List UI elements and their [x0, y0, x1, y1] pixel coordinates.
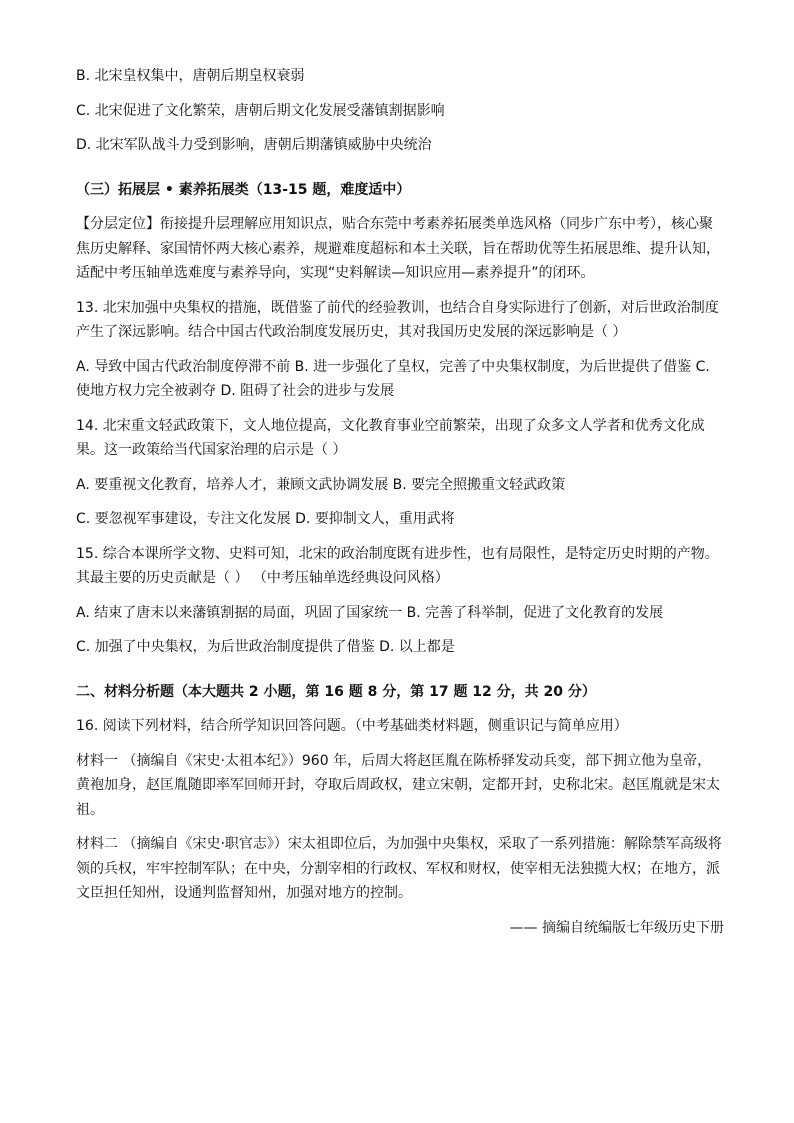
q15-options-cd: C. 加强了中央集权，为后世政治制度提供了借鉴 D. 以上都是 — [76, 639, 455, 655]
q15-options-ab: A. 结束了唐末以来藩镇割据的局面，巩固了国家统一 B. 完善了科举制，促进了文化教育的发展 — [76, 604, 664, 621]
q13-options: A. 导致中国古代政治制度停滞不前 B. 进一步强化了皇权，完善了中央集权制度，为后世提供了借鉴 C. 使地方权力完全被剥夺 D. 阻碍了社会的进步与发展 — [76, 358, 710, 399]
q12-option-d: D. 北宋军队战斗力受到影响，唐朝后期藩镇威胁中央统治 — [76, 137, 432, 153]
q16-stem: 16. 阅读下列材料，结合所学知识回答问题。（中考基础类材料题，侧重识记与简单应用） — [76, 718, 628, 734]
q16-source-citation: —— 摘编自统编版七年级历史下册 — [509, 919, 724, 936]
q16-material-2: 材料二 （摘编自《宋史·职官志》）宋太祖即位后，为加强中央集权，采取了一系列措施：解除禁军高级将领的兵权，牢牢控制军队；在中央，分割宰相的行政权、军权和财权，使宰相无法独揽大权；在地方，派文臣担任知州，设通判监督知州，加强对地方的控制。 — [76, 836, 722, 901]
section3-title: （三）拓展层 • 素养拓展类（13-15 题，难度适中） — [76, 181, 411, 198]
q14-options-ab: A. 要重视文化教育，培养人才，兼顾文武协调发展 B. 要完全照搬重文轻武政策 — [76, 476, 566, 493]
document-page — [76, 64, 724, 940]
q14-stem: 14. 北宋重文轻武政策下，文人地位提高，文化教育事业空前繁荣，出现了众多文人学者和优秀文化成果。这一政策给当代国家治理的启示是（ ） — [76, 417, 705, 458]
q12-option-b: B. 北宋皇权集中，唐朝后期皇权衰弱 — [76, 68, 305, 84]
q13-stem: 13. 北宋加强中央集权的措施，既借鉴了前代的经验教训，也结合自身实际进行了创新，对后世政治制度产生了深远影响。结合中国古代政治制度发展历史，其对我国历史发展的深远影响是（ ） — [76, 299, 719, 340]
section3-positioning: 【分层定位】衔接提升层理解应用知识点，贴合东莞中考素养拓展类单选风格（同步广东中考），核心聚焦历史解释、家国情怀两大核心素养，规避难度超标和本土关联，旨在帮助优等生拓展思维、提升认知，适配中考压轴单选难度与素养导向，实现“史料解读—知识应用—素养提升”的闭环。 — [76, 216, 720, 281]
part2-title: 二、材料分析题（本大题共 2 小题，第 16 题 8 分，第 17 题 12 分，共 20 分） — [76, 683, 596, 700]
q12-option-c: C. 北宋促进了文化繁荣，唐朝后期文化发展受藩镇割据影响 — [76, 102, 445, 119]
q16-material-1: 材料一 （摘编自《宋史·太祖本纪》）960 年，后周大将赵匡胤在陈桥驿发动兵变，部下拥立他为皇帝，黄袍加身，赵匡胤随即率军回师开封，夺取后周政权，建立宋朝，定都开封，史称北宋。赵匡胤就是宋太祖。 — [76, 752, 720, 818]
q14-options-cd: C. 要忽视军事建设，专注文化发展 D. 要抑制文人，重用武将 — [76, 511, 455, 527]
q15-stem: 15. 综合本课所学文物、史料可知，北宋的政治制度既有进步性，也有局限性，是特定历史时期的产物。其最主要的历史贡献是（ ） （中考压轴单选经典设问风格） — [76, 545, 719, 586]
